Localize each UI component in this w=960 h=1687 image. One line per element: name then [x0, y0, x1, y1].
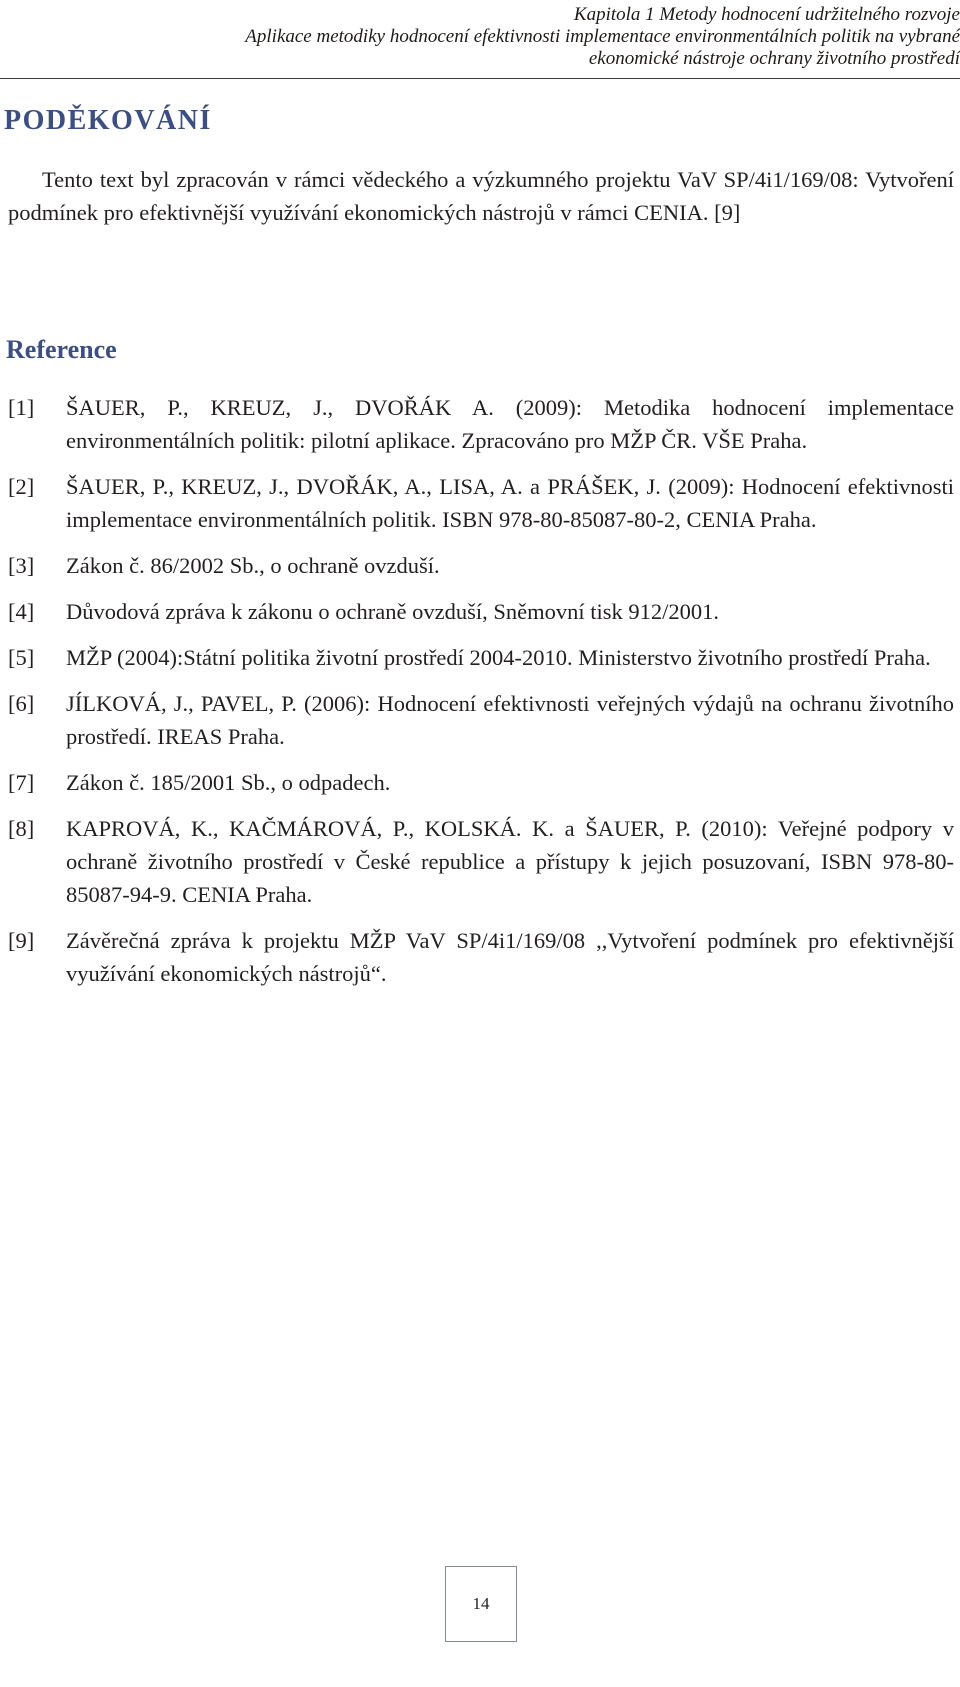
- references-heading: Reference: [6, 335, 117, 364]
- reference-item: [8, 549, 954, 582]
- reference-text: MŽP (2004):Státní politika životní prostředí 2004-2010. Ministerstvo životního prostředí Praha.: [66, 645, 931, 670]
- reference-number: [4]: [8, 599, 35, 624]
- acknowledgement-heading: PODĚKOVÁNÍ: [4, 105, 212, 136]
- reference-item: [8, 641, 954, 674]
- reference-item: [8, 812, 954, 911]
- reference-text: JÍLKOVÁ, J., PAVEL, P. (2006): Hodnocení efektivnosti veřejných výdajů na ochranu životního prostředí. IREAS Praha.: [66, 691, 954, 749]
- reference-text: KAPROVÁ, K., KAČMÁROVÁ, P., KOLSKÁ. K. a ŠAUER, P. (2010): Veřejné podpory v ochraně životního prostředí v České republice a přístupy k jejich posuzovaní, ISBN 978-80-85087-94-9. CENIA Praha.: [66, 816, 954, 907]
- page-number-box: [445, 1566, 517, 1642]
- reference-number: [8]: [8, 816, 35, 841]
- reference-number: [9]: [8, 928, 35, 953]
- reference-item: [8, 595, 954, 628]
- reference-text: ŠAUER, P., KREUZ, J., DVOŘÁK A. (2009): Metodika hodnocení implementace environmentálních politik: pilotní aplikace. Zpracováno pro MŽP ČR. VŠE Praha.: [66, 395, 954, 453]
- reference-list: [8, 391, 954, 1003]
- header-document-subtitle: ekonomické nástroje ochrany životního prostředí: [588, 48, 960, 69]
- reference-number: [7]: [8, 770, 35, 795]
- reference-number: [3]: [8, 553, 35, 578]
- header-document-title: Aplikace metodiky hodnocení efektivnosti implementace environmentálních politik na vybrané: [245, 26, 960, 47]
- reference-text: Důvodová zpráva k zákonu o ochraně ovzduší, Sněmovní tisk 912/2001.: [66, 599, 719, 624]
- reference-text: Zákon č. 185/2001 Sb., o odpadech.: [66, 770, 391, 795]
- reference-item: [8, 766, 954, 799]
- reference-item: [8, 687, 954, 753]
- header-chapter-title: Kapitola 1 Metody hodnocení udržitelného rozvoje: [573, 4, 960, 25]
- page-number: 14: [472, 1594, 490, 1613]
- acknowledgement-paragraph: [8, 163, 954, 229]
- header-divider: [0, 78, 960, 79]
- reference-number: [6]: [8, 691, 35, 716]
- reference-text: Zákon č. 86/2002 Sb., o ochraně ovzduší.: [66, 553, 440, 578]
- reference-number: [5]: [8, 645, 35, 670]
- reference-item: [8, 924, 954, 990]
- reference-number: [1]: [8, 395, 35, 420]
- reference-item: [8, 391, 954, 457]
- acknowledgement-text: Tento text byl zpracován v rámci vědeckého a výzkumného projektu VaV SP/4i1/169/08: Vytvoření podmínek pro efektivnější využívání ekonomických nástrojů v rámci CENIA. [9]: [8, 167, 954, 225]
- reference-number: [2]: [8, 474, 35, 499]
- reference-text: ŠAUER, P., KREUZ, J., DVOŘÁK, A., LISA, A. a PRÁŠEK, J. (2009): Hodnocení efektivnosti implementace environmentálních politik. ISBN 978-80-85087-80-2, CENIA Praha.: [66, 474, 954, 532]
- reference-text: Závěrečná zpráva k projektu MŽP VaV SP/4i1/169/08 ,,Vytvoření podmínek pro efektivnější využívání ekonomických nástrojů“.: [66, 928, 954, 986]
- running-header: [30, 4, 960, 70]
- reference-item: [8, 470, 954, 536]
